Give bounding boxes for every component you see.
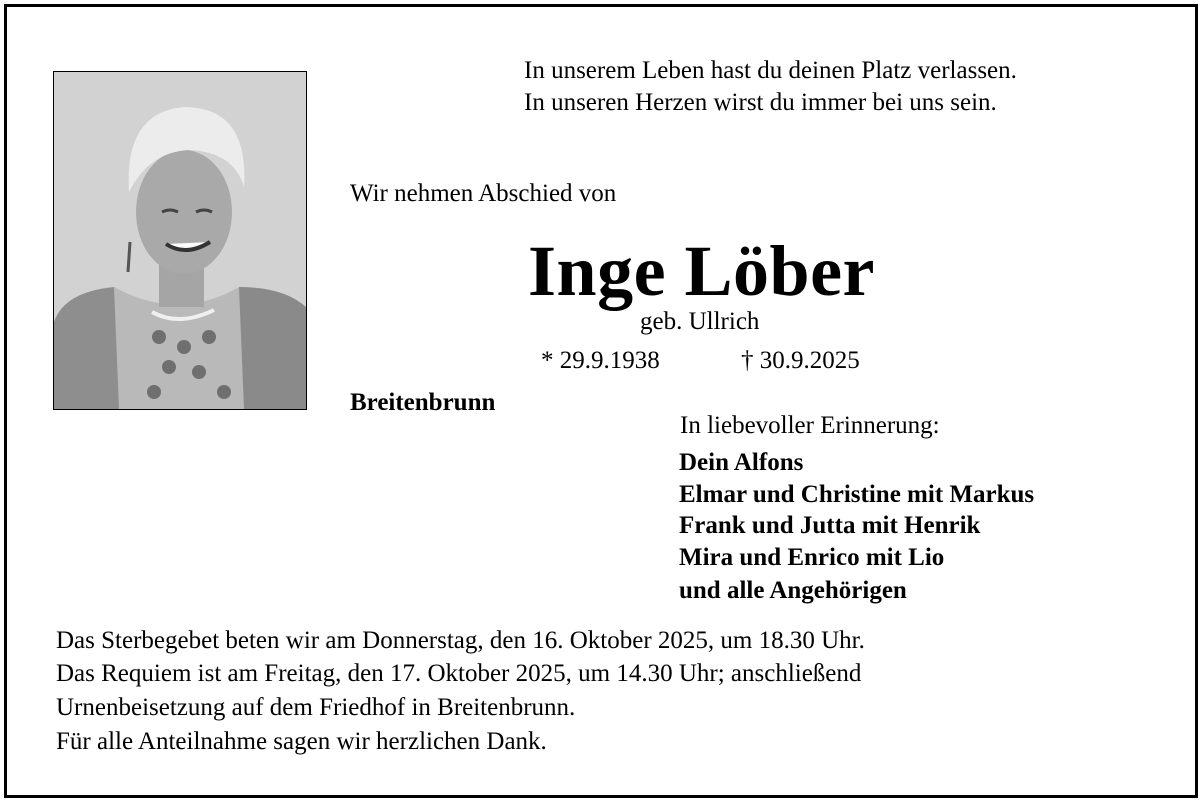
remembrance-heading: In liebevoller Erinnerung: xyxy=(680,412,940,439)
mourner-line: und alle Angehörigen xyxy=(679,577,907,604)
prayer-info: Das Sterbegebet beten wir am Donnerstag, den 16. Oktober 2025, um 18.30 Uhr. xyxy=(56,627,865,654)
portrait-photo xyxy=(53,71,307,410)
mourner-line: Elmar und Christine mit Markus xyxy=(679,481,1035,508)
motto-line-1: In unserem Leben hast du deinen Platz verlassen. xyxy=(524,57,1017,84)
mourner-line: Mira und Enrico mit Lio xyxy=(679,544,945,571)
thanks-note: Für alle Anteilnahme sagen wir herzlichen Dank. xyxy=(56,728,547,755)
requiem-info: Das Requiem ist am Freitag, den 17. Oktober 2025, um 14.30 Uhr; anschließend xyxy=(56,660,862,687)
farewell-intro: Wir nehmen Abschied von xyxy=(350,180,617,207)
hometown: Breitenbrunn xyxy=(350,389,496,416)
maiden-name: geb. Ullrich xyxy=(640,308,760,335)
motto-line-2: In unseren Herzen wirst du immer bei uns sein. xyxy=(524,89,997,116)
death-date: † 30.9.2025 xyxy=(741,347,860,374)
birth-date: * 29.9.1938 xyxy=(541,347,660,374)
burial-info: Urnenbeisetzung auf dem Friedhof in Breitenbrunn. xyxy=(56,694,576,721)
mourner-line: Frank und Jutta mit Henrik xyxy=(679,512,981,539)
mourner-line: Dein Alfons xyxy=(679,449,804,476)
deceased-name: Inge Löber xyxy=(528,231,875,311)
